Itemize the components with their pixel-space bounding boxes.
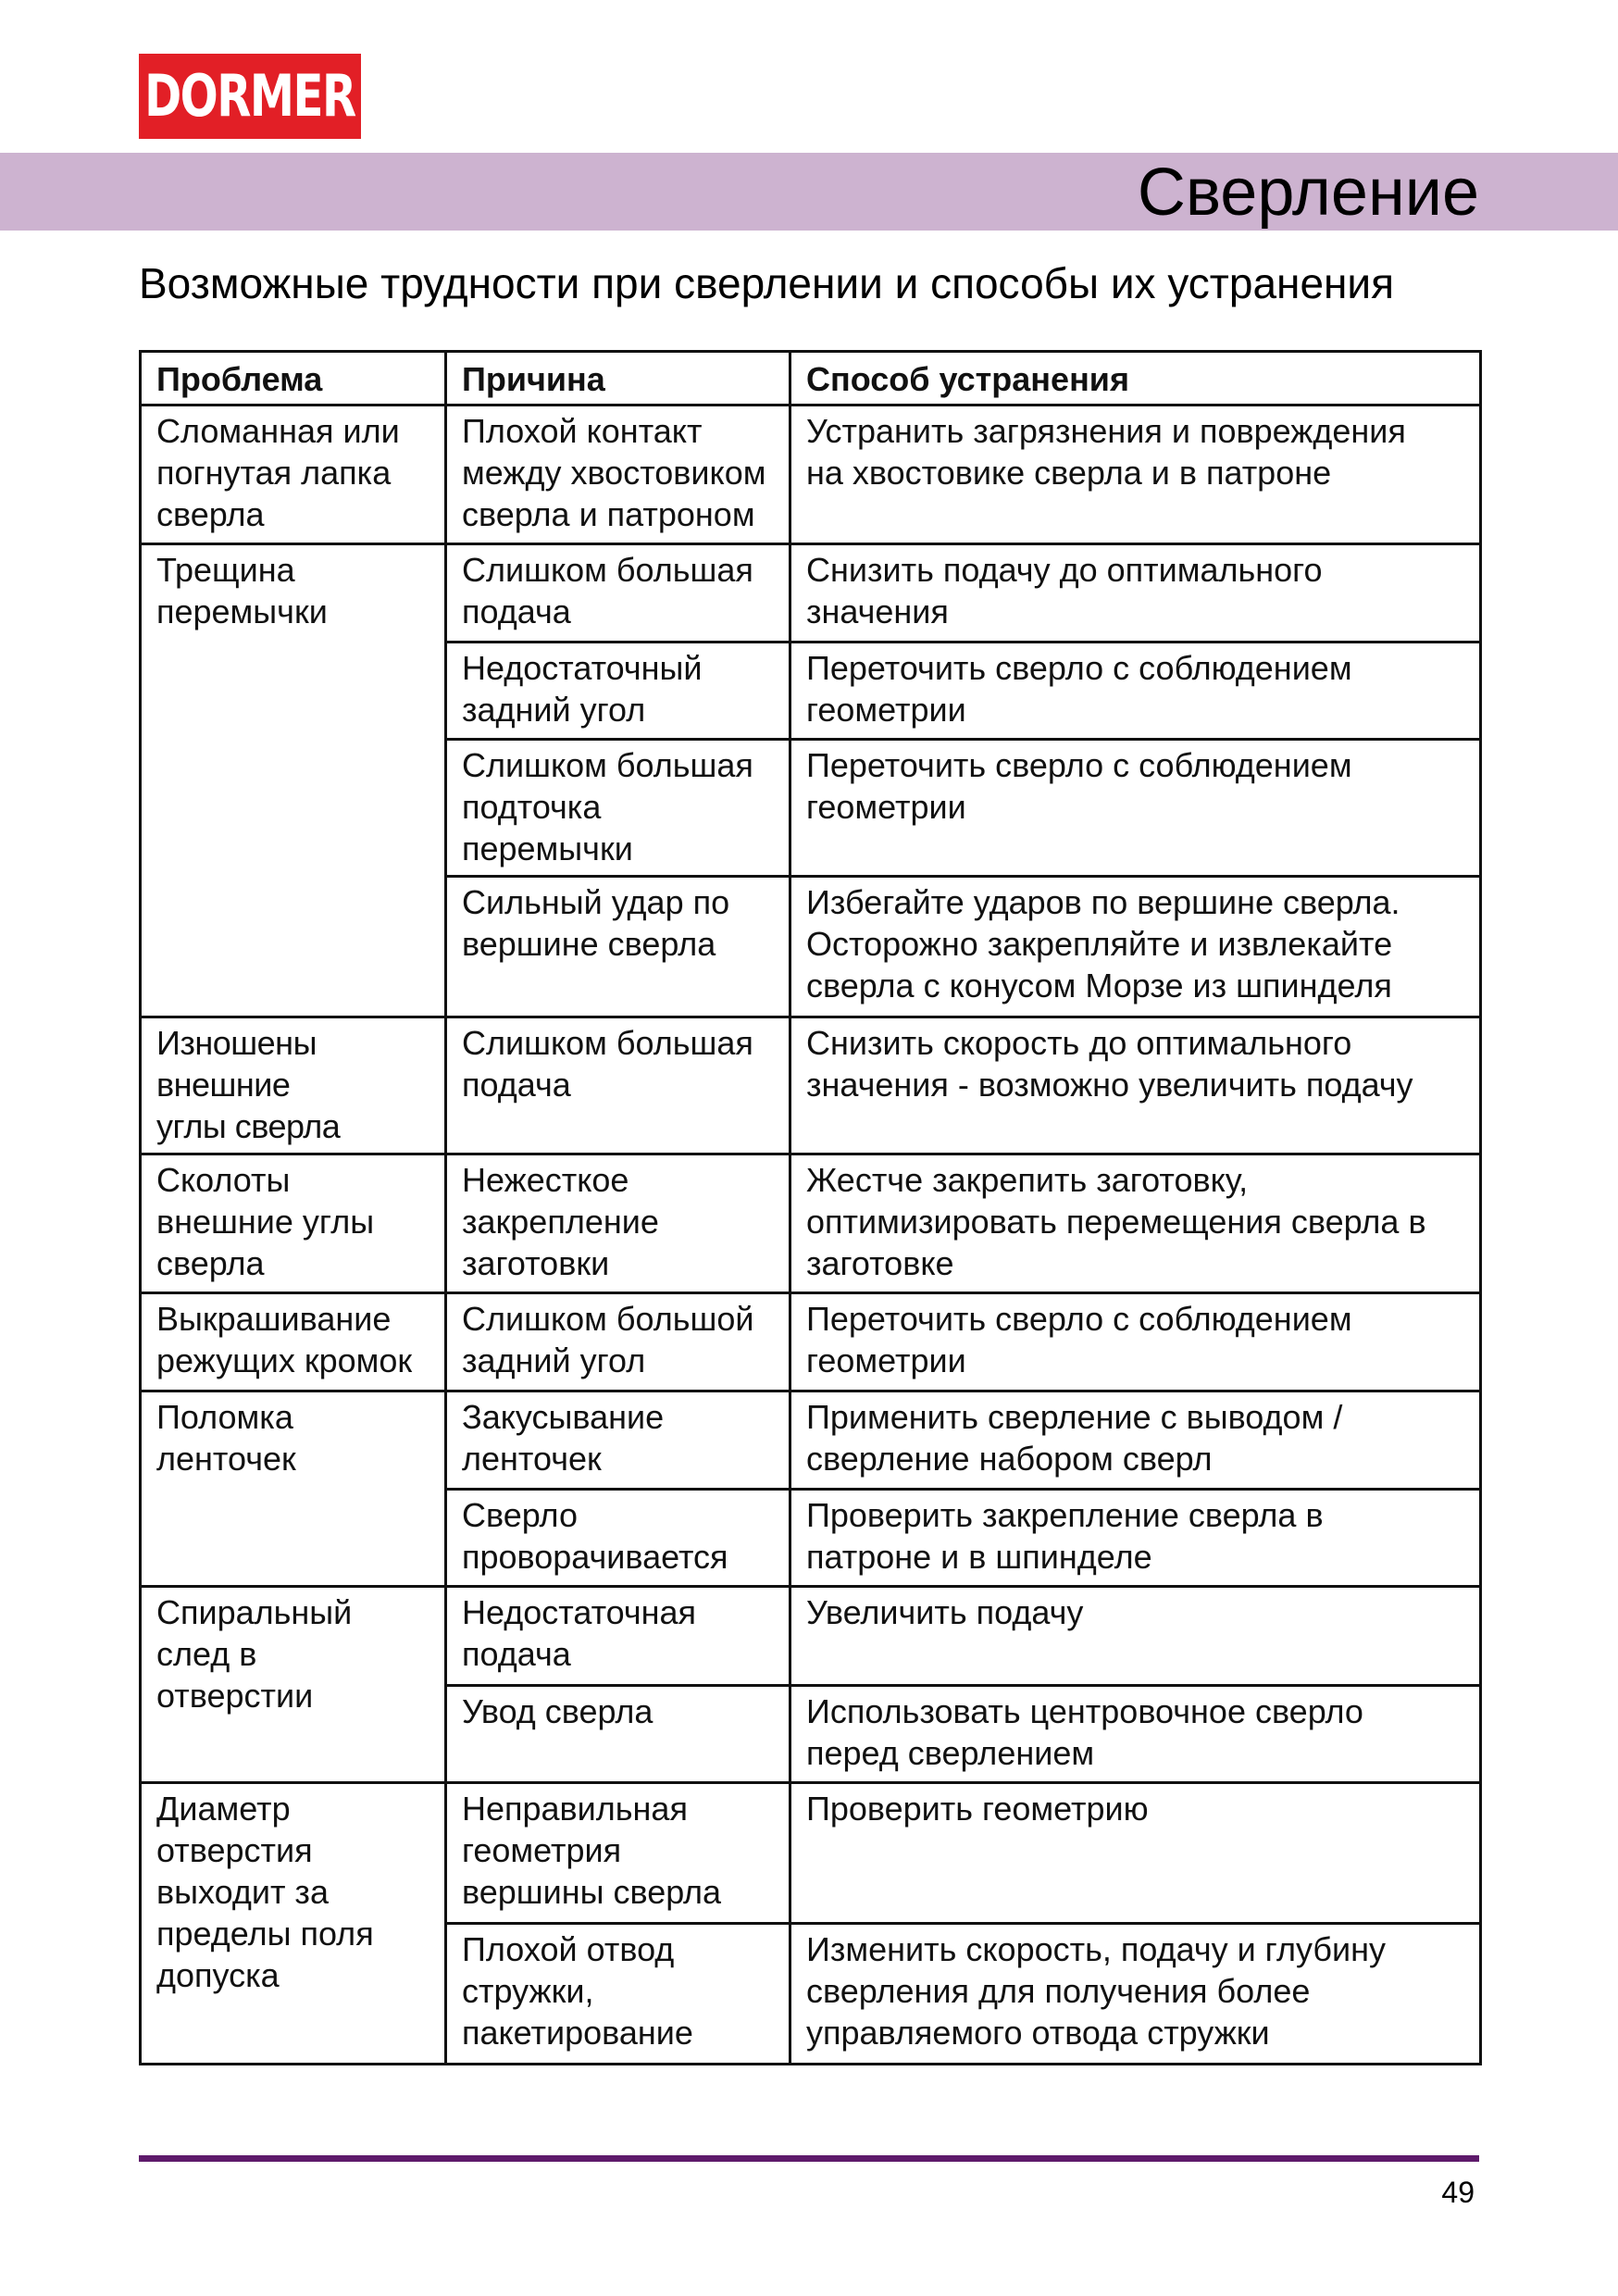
cause-cell: Нежесткое закрепление заготовки bbox=[446, 1154, 790, 1293]
remedy-cell: Переточить сверло с соблюдением геометрии bbox=[790, 740, 1481, 877]
problem-cell: Поломка ленточек bbox=[141, 1391, 446, 1587]
table-row bbox=[141, 1783, 1481, 1924]
page-number: 49 bbox=[1441, 2176, 1475, 2209]
header-remedy: Способ устранения bbox=[790, 352, 1481, 406]
remedy-cell: Проверить закрепление сверла в патроне и в шпинделе bbox=[790, 1490, 1481, 1587]
cause-cell: Плохой контакт между хвостовиком сверла и патроном bbox=[446, 406, 790, 544]
cause-cell: Слишком большой задний угол bbox=[446, 1293, 790, 1391]
table-row bbox=[141, 1587, 1481, 1686]
problem-cell: Трещина перемычки bbox=[141, 544, 446, 1017]
cause-cell: Неправильная геометрия вершины сверла bbox=[446, 1783, 790, 1924]
problem-cell: Спиральный след в отверстии bbox=[141, 1587, 446, 1783]
remedy-cell: Снизить скорость до оптимального значения - возможно увеличить подачу bbox=[790, 1017, 1481, 1154]
table-row bbox=[141, 1293, 1481, 1391]
cause-cell: Недостаточная подача bbox=[446, 1587, 790, 1686]
remedy-cell: Переточить сверло с соблюдением геометрии bbox=[790, 643, 1481, 740]
header-cause: Причина bbox=[446, 352, 790, 406]
table-row bbox=[141, 406, 1481, 544]
problem-cell: Выкрашивание режущих кромок bbox=[141, 1293, 446, 1391]
cause-cell: Сверло проворачивается bbox=[446, 1490, 790, 1587]
table-header-row bbox=[141, 352, 1481, 406]
troubleshooting-table bbox=[139, 350, 1482, 2065]
problem-cell: Сколоты внешние углы сверла bbox=[141, 1154, 446, 1293]
cause-cell: Увод сверла bbox=[446, 1686, 790, 1783]
cause-cell: Слишком большая подача bbox=[446, 544, 790, 643]
remedy-cell: Устранить загрязнения и повреждения на хвостовике сверла и в патроне bbox=[790, 406, 1481, 544]
remedy-cell: Применить сверление с выводом / сверление набором сверл bbox=[790, 1391, 1481, 1490]
remedy-cell: Увеличить подачу bbox=[790, 1587, 1481, 1686]
logo-text: DORMER bbox=[144, 62, 355, 130]
cause-cell: Сильный удар по вершине сверла bbox=[446, 877, 790, 1017]
table-row bbox=[141, 1017, 1481, 1154]
cause-cell: Недостаточный задний угол bbox=[446, 643, 790, 740]
cause-cell: Слишком большая подача bbox=[446, 1017, 790, 1154]
table-row bbox=[141, 1391, 1481, 1490]
cause-cell: Плохой отвод стружки, пакетирование bbox=[446, 1924, 790, 2065]
table-row bbox=[141, 1154, 1481, 1293]
footer-divider bbox=[139, 2155, 1479, 2162]
remedy-cell: Проверить геометрию bbox=[790, 1783, 1481, 1924]
remedy-cell: Жестче закрепить заготовку, оптимизировать перемещения сверла в заготовке bbox=[790, 1154, 1481, 1293]
problem-cell: Диаметр отверстия выходит за пределы поля допуска bbox=[141, 1783, 446, 2065]
remedy-cell: Переточить сверло с соблюдением геометрии bbox=[790, 1293, 1481, 1391]
remedy-cell: Изменить скорость, подачу и глубину сверления для получения более управляемого отвода стружки bbox=[790, 1924, 1481, 2065]
remedy-cell: Использовать центровочное сверло перед сверлением bbox=[790, 1686, 1481, 1783]
remedy-cell: Снизить подачу до оптимального значения bbox=[790, 544, 1481, 643]
header-problem: Проблема bbox=[141, 352, 446, 406]
problem-cell: Изношены внешние углы сверла bbox=[141, 1017, 446, 1154]
cause-cell: Слишком большая подточка перемычки bbox=[446, 740, 790, 877]
table-row bbox=[141, 544, 1481, 643]
remedy-cell: Избегайте ударов по вершине сверла. Осторожно закрепляйте и извлекайте сверла с конусом Морзе из шпинделя bbox=[790, 877, 1481, 1017]
dormer-logo bbox=[139, 54, 361, 139]
cause-cell: Закусывание ленточек bbox=[446, 1391, 790, 1490]
problem-cell: Сломанная или погнутая лапка сверла bbox=[141, 406, 446, 544]
page-subtitle: Возможные трудности при сверлении и способы их устранения bbox=[139, 259, 1395, 307]
section-title: Сверление bbox=[1137, 156, 1479, 230]
